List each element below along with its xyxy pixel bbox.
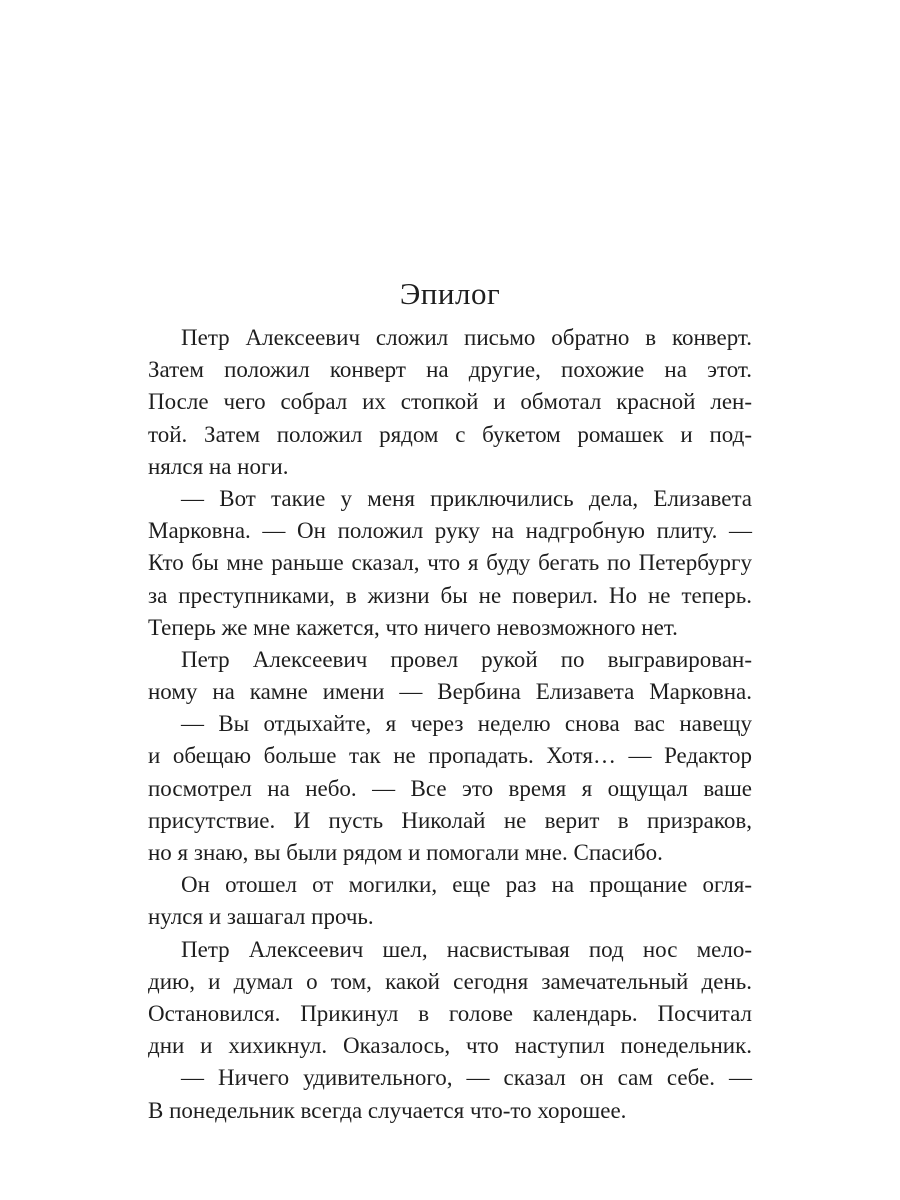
text-line: Теперь же мне кажется, что ничего невозможного нет. (148, 614, 678, 640)
text-line: Петр Алексеевич провел рукой по выгравирован- (181, 646, 752, 672)
chapter-title: Эпилог (399, 276, 501, 311)
text-line: и обещаю больше так не пропадать. Хотя… — Редактор (148, 743, 752, 769)
text-line: ному на камне имени — Вербина Елизавета Марковна. (148, 679, 752, 705)
text-line: Марковна. — Он положил руку на надгробную плиту. — (148, 518, 752, 544)
text-line: той. Затем положил рядом с букетом ромашек и под- (148, 421, 752, 447)
chapter-body (148, 322, 752, 1127)
text-line: После чего собрал их стопкой и обмотал красной лен- (148, 389, 752, 415)
text-line: посмотрел на небо. — Все это время я ощущал ваше (148, 775, 752, 801)
text-line: нулся и зашагал прочь. (148, 904, 374, 930)
text-line: нялся на ноги. (148, 453, 289, 479)
text-line: Петр Алексеевич сложил письмо обратно в конверт. (181, 325, 752, 350)
text-line: — Вот такие у меня приключились дела, Елизавета (181, 485, 752, 511)
text-line: но я знаю, вы были рядом и помогали мне. Спасибо. (148, 840, 663, 865)
text-line: Остановился. Прикинул в голове календарь. Посчитал (148, 1000, 752, 1026)
text-line: Петр Алексеевич шел, насвистывая под нос мело- (181, 936, 752, 962)
text-line: Он отошел от могилки, еще раз на прощание огля- (181, 872, 752, 898)
text-line: Затем положил конверт на другие, похожие на этот. (148, 357, 752, 383)
text-line: В понедельник всегда случается что-то хорошее. (148, 1097, 627, 1123)
text-line: присутствие. И пусть Николай не верит в призраков, (148, 807, 752, 833)
text-line: — Вы отдыхайте, я через неделю снова вас навещу (181, 711, 752, 737)
text-line: — Ничего удивительного, — сказал он сам себе. — (181, 1065, 752, 1091)
text-line: дию, и думал о том, какой сегодня замечательный день. (148, 968, 752, 994)
text-line: за преступниками, в жизни бы не поверил. Но не теперь. (148, 582, 752, 608)
text-line: дни и хихикнул. Оказалось, что наступил понедельник. (148, 1033, 752, 1059)
text-line: Кто бы мне раньше сказал, что я буду бегать по Петербургу (148, 550, 752, 576)
